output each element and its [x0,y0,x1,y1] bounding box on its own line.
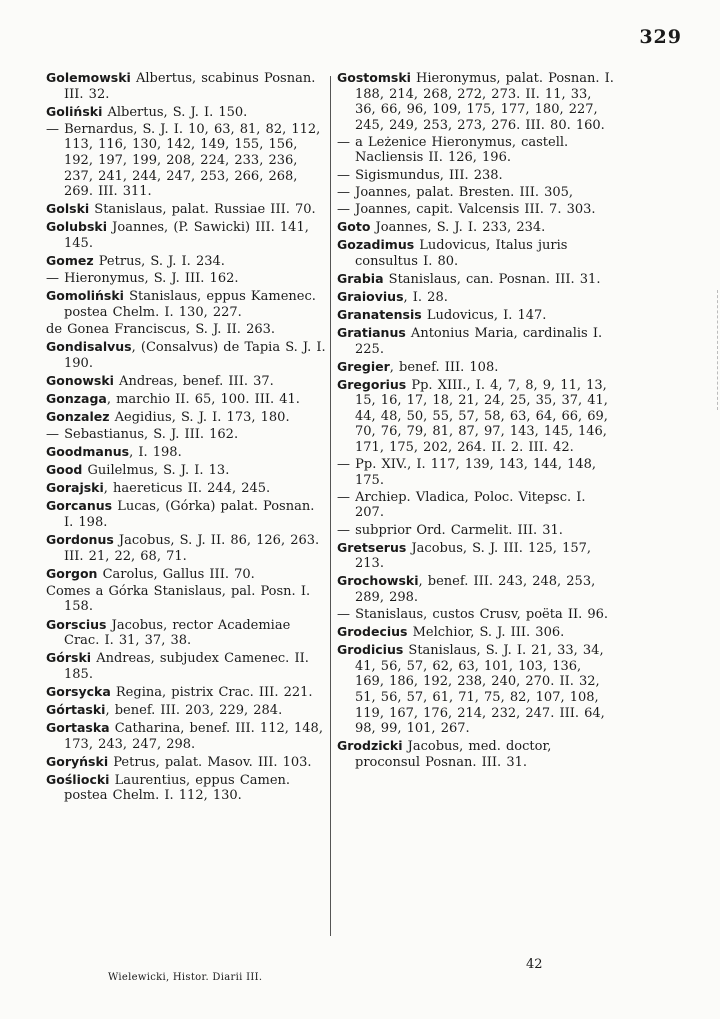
entry-references: Comes a Górka Stanislaus, pal. Posn. I. 158. [46,583,311,615]
index-entry [337,289,615,306]
signature-mark: 42 [526,957,543,972]
index-entry [46,201,326,218]
entry-references: — Pp. XIV., I. 117, 139, 143, 144, 148, 175. [337,457,597,488]
index-entry [46,219,326,251]
entry-headword: Gregier [337,358,390,374]
entry-headword: Goliński [46,103,103,119]
index-entry [46,566,326,583]
entry-headword: Górtaski [46,701,106,717]
index-entry [46,720,326,752]
entry-references: , I. 198. [129,445,182,461]
entry-references: — Bernardus, S. J. I. 10, 63, 81, 82, 112, 113, 116, 130, 142, 149, 155, 156, 192, 197, 199, 208, 224, 233, 236, 237, 241, 244, 247, 253, 266, 268, 269. III. 311. [46,121,321,200]
index-entry [46,444,326,461]
entry-references: , haereticus II. 244, 245. [103,481,271,497]
index-entry [46,253,326,270]
index-entry [337,271,615,288]
entry-references: Jacobus, rector Academiae Crac. I. 31, 37, 38. [64,617,291,649]
entry-references: Jacobus, S. J. II. 86, 126, 263. III. 21, 22, 68, 71. [64,533,320,564]
entry-references: Albertus, S. J. I. 150. [102,104,248,120]
entry-references: Lucas, (Górka) palat. Posnan. I. 198. [64,499,315,530]
entry-references: Aegidius, S. J. I. 173, 180. [109,409,290,425]
entry-headword: Gośliocki [46,771,110,787]
index-entry [46,104,326,121]
entry-headword: Golski [46,201,90,217]
entry-headword: Grodecius [337,624,408,640]
entry-references: , I. 28. [403,289,448,305]
entry-references: Petrus, palat. Masov. III. 103. [108,754,312,770]
entry-references: Albertus, scabinus Posnan. III. 32. [64,71,316,102]
entry-references: — subprior Ord. Carmelit. III. 31. [337,522,563,538]
index-entry [337,359,615,376]
entry-headword: Gomoliński [46,288,124,304]
index-entry [46,684,326,701]
entry-references: Petrus, S. J. I. 234. [93,254,225,270]
entry-headword: Grodzicki [337,738,403,754]
index-entry [46,373,326,390]
entry-headword: Gorsycka [46,683,111,699]
index-entry [46,427,326,443]
entry-references: , benef. III. 243, 248, 253, 289, 298. [355,574,596,605]
entry-references: Joannes, (P. Sawicki) III. 141, 145. [64,220,309,251]
entry-headword: Grodicius [337,642,404,658]
index-entry [46,122,326,200]
index-entry [337,573,615,605]
index-entry [337,70,615,133]
index-entry [46,754,326,771]
index-entry [337,202,615,218]
entry-references: Andreas, benef. III. 37. [113,373,274,389]
entry-headword: Gorgon [46,565,98,581]
index-entry [46,462,326,479]
entry-references: Stanislaus, eppus Kamenec. postea Chelm. I. 130, 227. [64,289,316,320]
entry-references: Hieronymus, palat. Posnan. I. 188, 214, 268, 272, 273. II. 11, 33, 36, 66, 96, 109, 175, 177, 180, 227, 245, 249, 253, 273, 276. III. 80. 160. [355,71,614,133]
entry-references: , marchio II. 65, 100. III. 41. [106,391,300,407]
index-entry [46,772,326,804]
index-entry [46,409,326,426]
entry-references: , benef. III. 108. [389,359,499,375]
entry-references: , (Consalvus) de Tapia S. J. I. 190. [64,340,326,371]
index-entry [337,219,615,236]
entry-headword: Gonzaga [46,390,107,406]
left-column [46,70,326,806]
entry-headword: Grochowski [337,573,419,589]
index-entry [337,237,615,269]
entry-headword: Grabia [337,270,384,286]
entry-references: Jacobus, S. J. III. 125, 157, 213. [355,540,592,572]
entry-references: — Sebastianus, S. J. III. 162. [46,426,239,442]
entry-headword: Gomez [46,253,94,269]
entry-headword: Gorscius [46,616,107,632]
entry-references: Stanislaus, can. Posnan. III. 31. [383,271,601,287]
entry-headword: Gozadimus [337,236,415,252]
index-entry [337,642,615,737]
entry-references: — Stanislaus, custos Crusv, poëta II. 96. [337,607,609,622]
index-entry [46,322,326,338]
entry-references: — Joannes, palat. Bresten. III. 305, [337,184,574,200]
entry-headword: Gordonus [46,532,114,548]
index-entry [337,523,615,539]
entry-headword: Good [46,462,83,478]
index-entry [337,490,615,521]
index-entry [46,498,326,530]
entry-headword: Granatensis [337,306,422,322]
entry-headword: Goryński [46,753,109,769]
index-entry [337,168,615,184]
entry-references: Ludovicus, I. 147. [421,307,547,323]
entry-references: Ludovicus, Italus juris consultus I. 80. [355,237,568,269]
column-divider [330,76,331,936]
index-entry [337,738,615,770]
entry-references: Guilelmus, S. J. I. 13. [82,463,230,479]
entry-headword: Gretserus [337,539,407,555]
index-entry [46,650,326,682]
entry-headword: Golubski [46,219,108,235]
entry-headword: Gonzalez [46,408,110,424]
right-column [337,70,615,772]
entry-references: Stanislaus, palat. Russiae III. 70. [89,202,316,218]
entry-headword: Gratianus [337,324,406,340]
index-entry [337,540,615,572]
entry-references: Antonius Maria, cardinalis I. 225. [355,325,603,357]
entry-headword: Gondisalvus [46,339,132,354]
index-entry [46,702,326,719]
entry-references: , benef. III. 203, 229, 284. [105,702,283,718]
index-entry [337,607,615,623]
entry-references: Joannes, S. J. I. 233, 234. [370,219,546,235]
index-entry [337,185,615,201]
entry-headword: Gorcanus [46,498,113,514]
index-entry [337,624,615,641]
entry-references: Catharina, benef. III. 112, 148, 173, 243, 247, 298. [64,721,323,752]
footer-note: Wielewicki, Histor. Diarii III. [108,972,263,983]
page-edge-mark [716,290,718,410]
entry-references: — Hieronymus, S. J. III. 162. [46,271,239,287]
entry-references: de Gonea Franciscus, S. J. II. 263. [46,321,276,337]
index-entry [46,617,326,649]
entry-headword: Gonowski [46,372,114,388]
index-entry [46,70,326,102]
index-entry [337,307,615,324]
entry-references: — Archiep. Vladica, Poloc. Vitepsc. I. 207. [337,489,586,521]
entry-references: Andreas, subjudex Camenec. II. 185. [64,651,309,682]
index-entry [46,584,326,615]
entry-references: Regina, pistrix Crac. III. 221. [110,684,313,700]
index-entry [337,457,615,488]
entry-references: Laurentius, eppus Camen. postea Chelm. I. 112, 130. [64,772,291,804]
index-entry [337,135,615,166]
entry-headword: Gortaska [46,720,110,736]
entry-references: — Sigismundus, III. 238. [337,167,503,183]
entry-references: Jacobus, med. doctor, proconsul Posnan. III. 31. [355,739,552,770]
index-entry [337,325,615,357]
index-entry [46,480,326,497]
entry-headword: Golemowski [46,70,131,85]
entry-headword: Gregorius [337,376,407,392]
entry-references: Carolus, Gallus III. 70. [97,566,255,582]
entry-references: — Joannes, capit. Valcensis III. 7. 303. [337,201,596,217]
entry-references: — a Leżenice Hieronymus, castell. Nacliensis II. 126, 196. [337,134,569,166]
entry-references: Stanislaus, S. J. I. 21, 33, 34, 41, 56, 57, 62, 63, 101, 103, 136, 169, 186, 192, 238, 240, 270. II. 32, 51, 56, 57, 61, 71, 75, 82, 107, 108, 119, 167, 176, 214, 232, 247. III. 64, 98, 99, 101, 267. [355,643,605,737]
entry-headword: Gostomski [337,70,411,85]
entry-references: Melchior, S. J. III. 306. [407,625,565,641]
index-entry [46,532,326,564]
entry-headword: Goto [337,218,371,234]
entry-headword: Górski [46,650,92,666]
entry-headword: Gorajski [46,480,104,496]
index-entry [46,339,326,371]
index-entry [337,377,615,456]
index-entry [46,271,326,287]
entry-headword: Graiovius [337,288,404,304]
index-entry [46,288,326,320]
page-number: 329 [639,26,682,48]
index-entry [46,391,326,408]
entry-references: Pp. XIII., I. 4, 7, 8, 9, 11, 13, 15, 16, 17, 18, 21, 24, 25, 35, 37, 41, 44, 48, 50, 55, 57, 58, 63, 64, 66, 69, 70, 76, 79, 81, 87, 97, 143, 145, 146, 171, 175, 202, 264. II. 2. III. 42. [355,377,608,456]
entry-headword: Goodmanus [46,444,130,460]
